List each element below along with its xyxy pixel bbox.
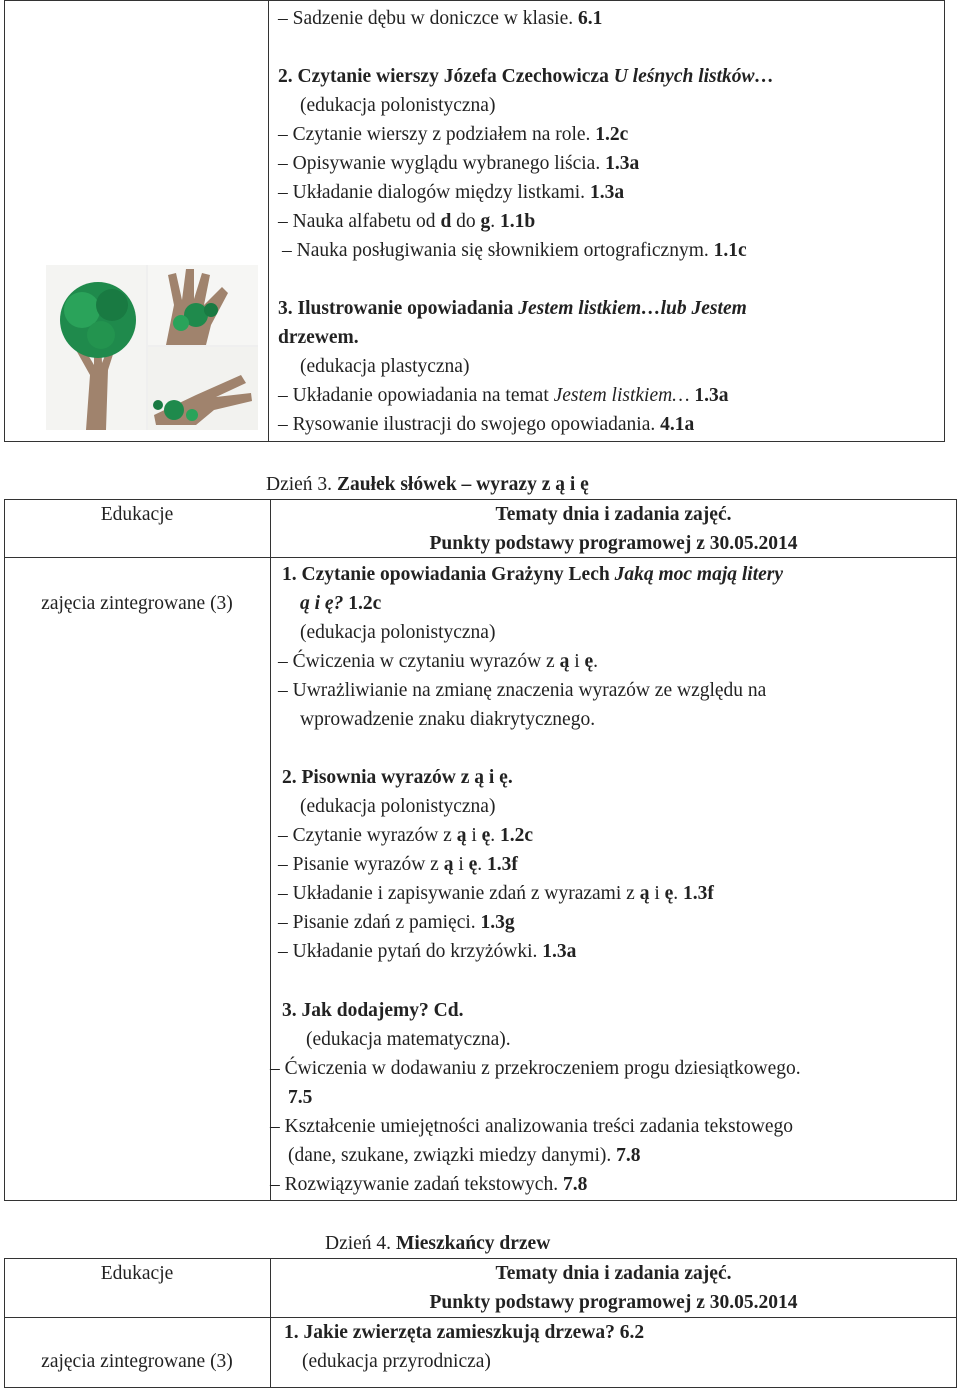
d3-line-7: (edukacja polonistyczna) — [300, 796, 496, 817]
d3-line-12: – Układanie pytań do krzyżówki. 1.3a — [278, 941, 577, 962]
d3-line-3: – Ćwiczenia w czytaniu wyrazów z ą i ę. — [278, 651, 599, 672]
b1-line-12: – Rysowanie ilustracji do swojego opowiadania. 4.1a — [278, 414, 695, 435]
d3-line-1: ą i ę? 1.2c — [300, 593, 382, 614]
day4-header-left: Edukacje — [100, 1263, 174, 1284]
d3-line-6: 2. Pisownia wyrazów z ą i ę. — [282, 767, 513, 788]
tree-craft-illustration — [46, 265, 258, 430]
b1-line-2: (edukacja polonistyczna) — [300, 95, 496, 116]
d3-line-14: (edukacja matematyczna). — [306, 1029, 511, 1050]
d3-line-18: (dane, szukane, związki miedzy danymi). 7.8 — [288, 1145, 641, 1166]
b1-line-10: (edukacja plastyczna) — [300, 356, 470, 377]
d3-line-5: wprowadzenie znaku diakrytycznego. — [300, 709, 596, 730]
day4-header-right-1: Tematy dnia i zadania zajęć. — [495, 1263, 732, 1284]
b1-line-8: 3. Ilustrowanie opowiadania Jestem listkiem…lub Jestem — [278, 298, 747, 319]
d3-line-2: (edukacja polonistyczna) — [300, 622, 496, 643]
b1-line-7: – Nauka posługiwania się słownikiem ortograficznym. 1.1c — [282, 240, 747, 261]
table-top-divider — [268, 0, 269, 442]
table-day3-divider — [270, 499, 271, 1201]
b1-line-5: – Układanie dialogów między listkami. 1.3a — [278, 182, 625, 203]
day3-header-left: Edukacje — [100, 504, 174, 525]
d3-line-16: 7.5 — [288, 1087, 313, 1108]
d3-line-4: – Uwrażliwianie na zmianę znaczenia wyrazów ze względu na — [278, 680, 767, 701]
b1-line-11: – Układanie opowiadania na temat Jestem listkiem… 1.3a — [278, 385, 729, 406]
d3-line-8: – Czytanie wyrazów z ą i ę. 1.2c — [278, 825, 534, 846]
d3-line-0: 1. Czytanie opowiadania Grażyny Lech Jaką moc mają litery — [282, 564, 784, 585]
day3-header-right-2: Punkty podstawy programowej z 30.05.2014 — [429, 533, 798, 554]
day4-left-label: zajęcia zintegrowane (3) — [41, 1351, 233, 1372]
d4-line-1: (edukacja przyrodnicza) — [302, 1351, 491, 1372]
day3-header-right-1: Tematy dnia i zadania zajęć. — [495, 504, 732, 525]
d3-line-9: – Pisanie wyrazów z ą i ę. 1.3f — [278, 854, 518, 875]
d3-line-11: – Pisanie zdań z pamięci. 1.3g — [278, 912, 515, 933]
d3-line-15: – Ćwiczenia w dodawaniu z przekroczeniem progu dziesiątkowego. — [270, 1058, 801, 1079]
d3-line-13: 3. Jak dodajemy? Cd. — [282, 1000, 464, 1021]
day3-heading: Dzień 3. Zaułek słówek – wyrazy z ą i ę — [266, 474, 589, 495]
d3-line-19: – Rozwiązywanie zadań tekstowych. 7.8 — [270, 1174, 588, 1195]
day4-heading: Dzień 4. Mieszkańcy drzew — [325, 1233, 551, 1254]
d3-line-17: – Kształcenie umiejętności analizowania treści zadania tekstowego — [270, 1116, 794, 1137]
b1-line-3: – Czytanie wierszy z podziałem na role. 1.2c — [278, 124, 629, 145]
tree-craft-photo — [46, 265, 258, 430]
d3-line-10: – Układanie i zapisywanie zdań z wyrazami z ą i ę. 1.3f — [278, 883, 714, 904]
day4-header-right-2: Punkty podstawy programowej z 30.05.2014 — [429, 1292, 798, 1313]
b1-line-0: – Sadzenie dębu w doniczce w klasie. 6.1 — [278, 8, 603, 29]
d4-line-0: 1. Jakie zwierzęta zamieszkują drzewa? 6.2 — [284, 1322, 645, 1343]
b1-line-4: – Opisywanie wyglądu wybranego liścia. 1.3a — [278, 153, 640, 174]
b1-line-9: drzewem. — [278, 327, 359, 348]
b1-line-6: – Nauka alfabetu od d do g. 1.1b — [278, 211, 536, 232]
day3-left-label: zajęcia zintegrowane (3) — [41, 593, 233, 614]
b1-line-1: 2. Czytanie wierszy Józefa Czechowicza U leśnych listków… — [278, 66, 775, 87]
